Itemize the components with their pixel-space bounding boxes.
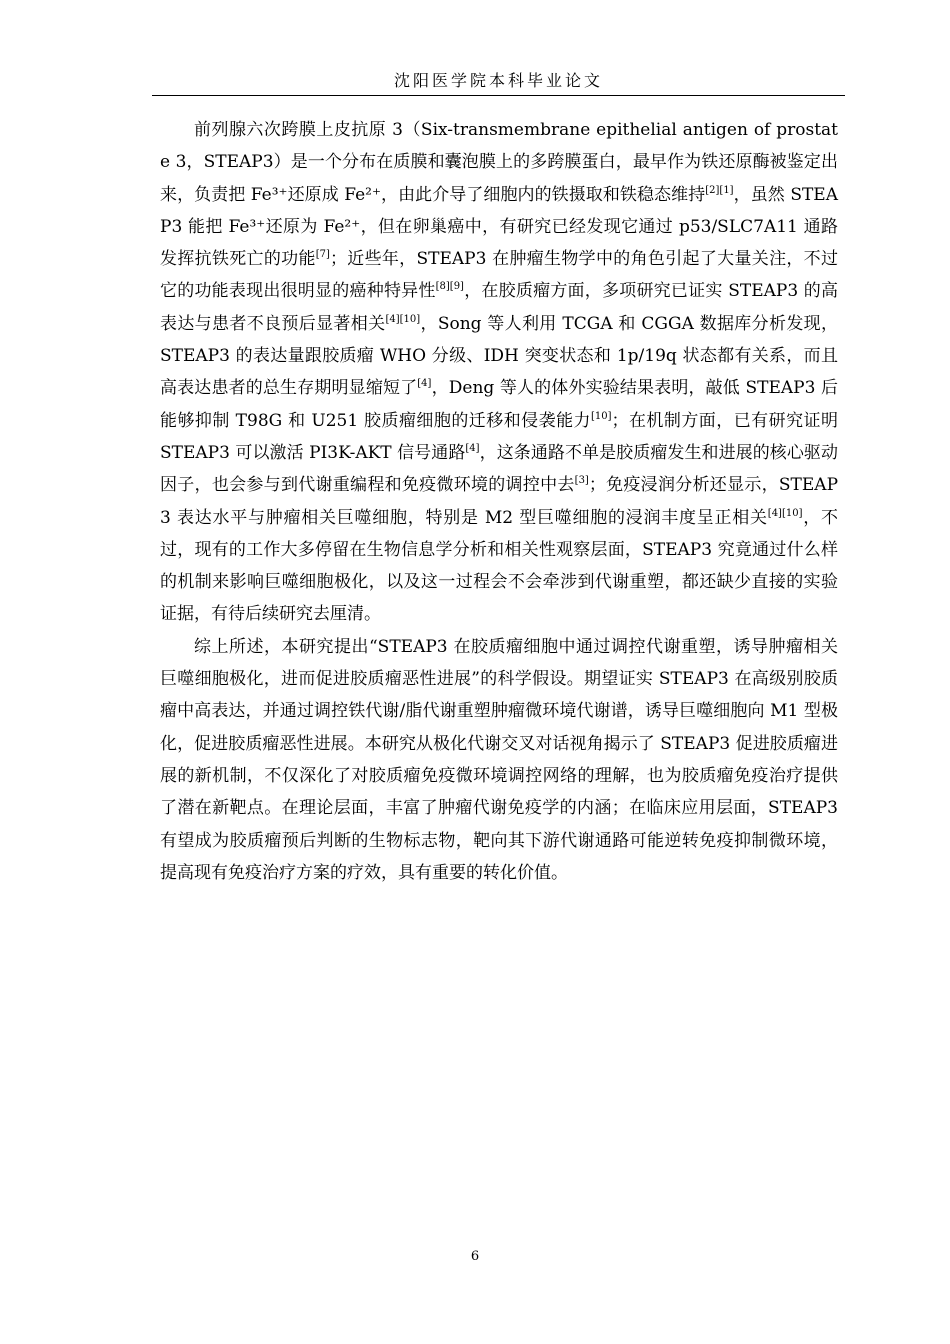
text-run: ，不过，现有的工作大多停留在生物信息学分析和相关性观察层面，STEAP3 究竟通过什么样的机制来影响巨噬细胞极化，以及这一过程会不会牵涉到代谢重塑，都还缺少直接的实验证据，有待后续研究去厘清。 [160, 507, 839, 625]
paragraph-1 [160, 114, 838, 631]
text-run: ，Deng 等人的体外实验结果表明，敲低 STEAP3 后能够抑制 T98G 和 U251 胶质瘤细胞的迁移和侵袭能力 [160, 378, 838, 431]
text-run: ，这条通路不单是胶质瘤发生和进展的核心驱动因子，也会参与到代谢重编程和免疫微环境的调控中去 [160, 442, 838, 496]
citation: [4] [417, 378, 432, 390]
text-run: ；近些年，STEAP3 在肿瘤生物学中的角色引起了大量关注，不过它的功能表现出很明显的癌种特异性 [160, 249, 838, 302]
citation: [4][10] [385, 313, 421, 325]
text-run: 前列腺六次跨膜上皮抗原 3（Six-transmembrane epithelial antigen of prostate 3，STEAP3）是一个分布在质膜和囊泡膜上的多跨膜蛋白，最早作为铁还原酶被鉴定出来，负责把 Fe³⁺还原成 Fe²⁺，由此介导了细胞内的铁摄取和铁稳态维持 [160, 120, 838, 205]
page-number: 6 [470, 1249, 480, 1264]
citation: [2][1] [705, 184, 734, 196]
citation: [4] [465, 442, 480, 454]
header-rule [152, 95, 845, 96]
citation: [7] [315, 249, 330, 261]
text-run: ；在机制方面，已有研究证明 STEAP3 可以激活 PI3K-AKT 信号通路 [160, 410, 838, 463]
citation: [10] [590, 410, 612, 422]
text-run: ，Song 等人利用 TCGA 和 CGGA 数据库分析发现，STEAP3 的表达量跟胶质瘤 WHO 分级、IDH 突变状态和 1p/19q 状态都有关系，而且高表达患者的总生存期明显缩短了 [160, 313, 838, 399]
citation: [3] [574, 475, 589, 487]
citation: [8][9] [435, 281, 464, 293]
text-run: ，在胶质瘤方面，多项研究已证实 STEAP3 的高表达与患者不良预后显著相关 [160, 281, 839, 334]
paragraph-2 [160, 631, 838, 889]
citation: [4][10] [767, 507, 803, 519]
running-header: 沈阳医学院本科毕业论文 [393, 71, 603, 90]
text-run: ；免疫浸润分析还显示，STEAP3 表达水平与肿瘤相关巨噬细胞，特别是 M2 型巨噬细胞的浸润丰度呈正相关 [160, 475, 839, 528]
text-run: ，虽然 STEAP3 能把 Fe³⁺还原为 Fe²⁺，但在卵巢癌中，有研究已经发现它通过 p53/SLC7A11 通路发挥抗铁死亡的功能 [160, 184, 838, 270]
body-text [160, 114, 838, 889]
text-run: 综上所述，本研究提出“STEAP3 在胶质瘤细胞中通过调控代谢重塑，诱导肿瘤相关巨噬细胞极化，进而促进胶质瘤恶性进展”的科学假设。期望证实 STEAP3 在高级别胶质瘤中高表达，并通过调控铁代谢/脂代谢重塑肿瘤微环境代谢谱，诱导巨噬细胞向 M1 型极化，促进胶质瘤恶性进展。本研究从极化代谢交叉对话视角揭示了 STEAP3 促进胶质瘤进展的新机制，不仅深化了对胶质瘤免疫微环境调控网络的理解，也为胶质瘤免疫治疗提供了潜在新靶点。在理论层面，丰富了肿瘤代谢免疫学的内涵；在临床应用层面，STEAP3 有望成为胶质瘤预后判断的生物标志物，靶向其下游代谢通路可能逆转免疫抑制微环境，提高现有免疫治疗方案的疗效，具有重要的转化价值。 [160, 636, 838, 883]
